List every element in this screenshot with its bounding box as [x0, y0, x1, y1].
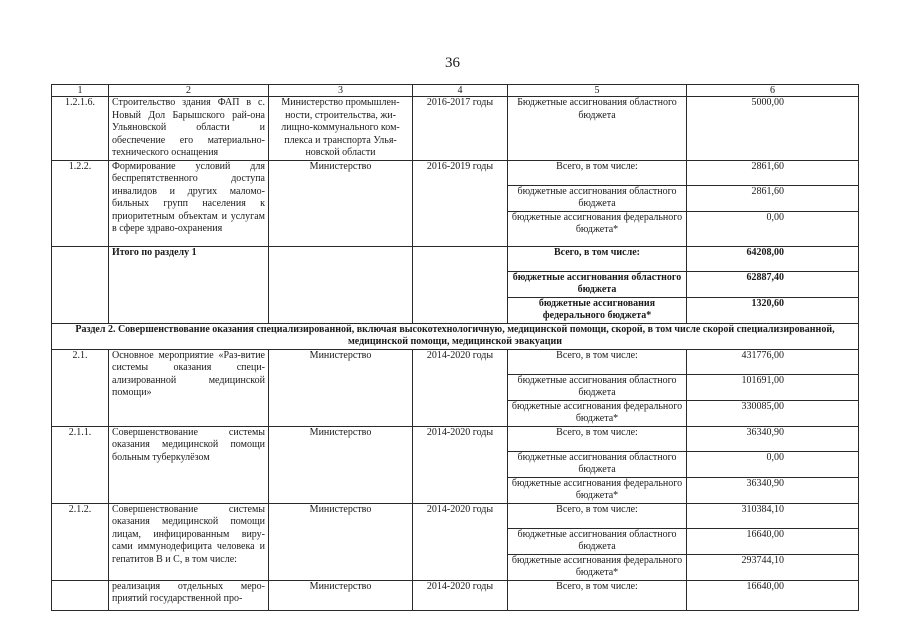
item-name: Совершенствование системы оказания медицинской помощи больным туберкулёзом: [109, 426, 269, 503]
funding-amount: 2861,60: [687, 160, 859, 185]
funding-amount: 310384,10: [687, 503, 859, 528]
funding-amount: 330085,00: [687, 400, 859, 426]
funding-source: Всего, в том числе:: [508, 426, 687, 451]
item-executor: Министерство: [269, 160, 413, 246]
item-period: 2016-2019 годы: [413, 160, 508, 246]
funding-amount: 101691,00: [687, 374, 859, 400]
item-period: 2014-2020 годы: [413, 349, 508, 426]
item-name: Формирование условий для беспрепятственного доступа инвалидов и других маломо-бильных групп населения к приоритетным объектам и услугам в сфере здраво-охранения: [109, 160, 269, 246]
funding-source: бюджетные ассигнования областного бюджета: [508, 271, 687, 297]
item-executor: Министерство промышлен-ности, строительства, жи-лищно-коммунального ком-плекса и транспорта Улья-новской области: [269, 97, 413, 161]
funding-source: бюджетные ассигнования областного бюджета: [508, 528, 687, 554]
item-name: Основное мероприятие «Раз-витие системы оказания специ-ализированной медицинской помощи»: [109, 349, 269, 426]
item-executor: Министерство: [269, 426, 413, 503]
item-period: 2014-2020 годы: [413, 426, 508, 503]
funding-amount: 0,00: [687, 211, 859, 246]
item-id: 2.1.: [52, 349, 109, 426]
empty-cell: [413, 246, 508, 323]
empty-cell: [269, 246, 413, 323]
empty-cell: [52, 246, 109, 323]
column-number: 3: [269, 85, 413, 97]
table-row: [52, 580, 859, 610]
funding-source: Всего, в том числе:: [508, 349, 687, 374]
funding-source: бюджетные ассигнования федерального бюджета*: [508, 554, 687, 580]
funding-source: Всего, в том числе:: [508, 246, 687, 271]
funding-amount: 431776,00: [687, 349, 859, 374]
item-id: 2.1.1.: [52, 426, 109, 503]
page-number: 36: [445, 55, 460, 71]
section-total-label: Итого по разделу 1: [109, 246, 269, 323]
table-row: [52, 349, 859, 374]
item-name: Строительство здания ФАП в с. Новый Дол Барышского рай-она Ульяновской области и обеспечение его материально-технического оснащения: [109, 97, 269, 161]
funding-amount: 64208,00: [687, 246, 859, 271]
item-id: [52, 580, 109, 610]
funding-source: бюджетные ассигнования областного бюджета: [508, 374, 687, 400]
item-id: 1.2.1.6.: [52, 97, 109, 161]
section-title: Раздел 2. Совершенствование оказания специализированной, включая высокотехнологичную, медицинской помощи, скорой, в том числе скорой специализированной, медицинской помощи, медицинской эвакуации: [52, 323, 859, 349]
funding-amount: 62887,40: [687, 271, 859, 297]
funding-amount: 2861,60: [687, 185, 859, 211]
item-period: 2014-2020 годы: [413, 580, 508, 610]
table-row: [52, 97, 859, 161]
funding-source: бюджетные ассигнования областного бюджета: [508, 185, 687, 211]
item-period: 2014-2020 годы: [413, 503, 508, 580]
funding-amount: 1320,60: [687, 297, 859, 323]
column-number: 1: [52, 85, 109, 97]
item-id: 1.2.2.: [52, 160, 109, 246]
table-row: [52, 426, 859, 451]
table-row: [52, 246, 859, 271]
funding-source: бюджетные ассигнования федерального бюджета*: [508, 400, 687, 426]
item-name: реализация отдельных меро-приятий государственной про-: [109, 580, 269, 610]
table-row: [52, 503, 859, 528]
funding-source: бюджетные ассигнования федерального бюджета*: [508, 211, 687, 246]
funding-source: Бюджетные ассигнования областного бюджета: [508, 97, 687, 161]
section-header-row: [52, 323, 859, 349]
column-number: 4: [413, 85, 508, 97]
funding-source: Всего, в том числе:: [508, 160, 687, 185]
item-id: 2.1.2.: [52, 503, 109, 580]
column-number-row: [52, 85, 859, 97]
column-number: 2: [109, 85, 269, 97]
funding-amount: 36340,90: [687, 477, 859, 503]
funding-source: Всего, в том числе:: [508, 580, 687, 610]
item-executor: Министерство: [269, 349, 413, 426]
column-number: 5: [508, 85, 687, 97]
item-period: 2016-2017 годы: [413, 97, 508, 161]
funding-amount: 16640,00: [687, 528, 859, 554]
funding-amount: 293744,10: [687, 554, 859, 580]
funding-amount: 16640,00: [687, 580, 859, 610]
table-row: [52, 160, 859, 185]
funding-source: бюджетные ассигнования федерального бюджета*: [508, 477, 687, 503]
item-name: Совершенствование системы оказания медицинской помощи лицам, инфицированным виру-сами иммунодефицита человека и гепатитов В и С, в том числе:: [109, 503, 269, 580]
funding-amount: 5000,00: [687, 97, 859, 161]
column-number: 6: [687, 85, 859, 97]
funding-source: Всего, в том числе:: [508, 503, 687, 528]
funding-source: бюджетные ассигнования областного бюджета: [508, 451, 687, 477]
budget-table: [51, 84, 859, 611]
item-executor: Министерство: [269, 580, 413, 610]
funding-source: бюджетные ассигнования федерального бюджета*: [508, 297, 687, 323]
funding-amount: 36340,90: [687, 426, 859, 451]
funding-amount: 0,00: [687, 451, 859, 477]
item-executor: Министерство: [269, 503, 413, 580]
